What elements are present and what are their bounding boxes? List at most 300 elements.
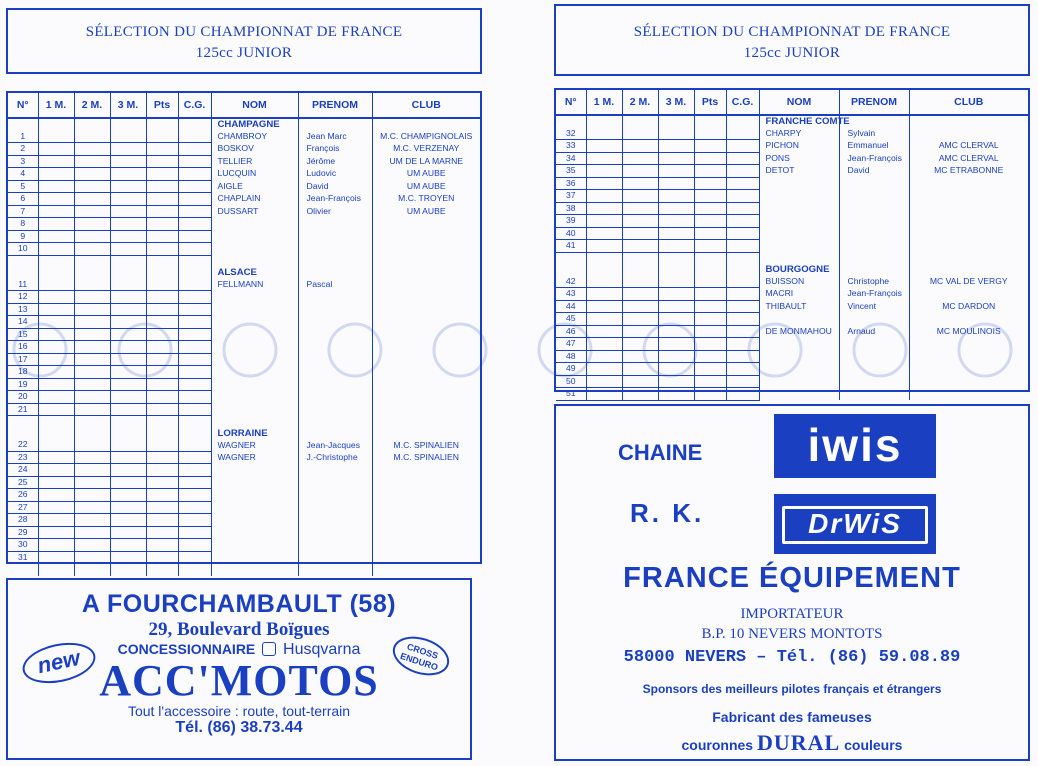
left-cell-empty xyxy=(211,489,298,502)
left-cell-empty xyxy=(38,316,74,329)
right-cell-n: 32 xyxy=(556,128,586,140)
right-cell-empty xyxy=(694,325,726,338)
right-cell-prenom: Arnaud xyxy=(839,325,909,338)
left-cell-empty xyxy=(74,303,110,316)
right-cell-empty xyxy=(658,264,694,276)
left-cell-empty xyxy=(178,489,211,502)
right-cell-empty xyxy=(586,300,622,313)
left-cell-n: 28 xyxy=(8,514,38,527)
right-cell-empty xyxy=(586,202,622,215)
left-cell-empty xyxy=(74,514,110,527)
right-cell-club: AMC CLERVAL xyxy=(909,152,1028,165)
left-cell-empty xyxy=(38,489,74,502)
left-cell-n: 24 xyxy=(8,464,38,477)
left-cell-empty xyxy=(146,143,178,156)
right-cell-empty xyxy=(726,313,759,326)
table-row xyxy=(8,353,480,366)
table-row xyxy=(8,476,480,489)
left-cell-empty xyxy=(38,526,74,539)
left-cell-region: LORRAINE xyxy=(211,428,298,440)
left-cell-empty xyxy=(74,551,110,564)
left-cell-empty xyxy=(74,428,110,440)
right-cell-empty xyxy=(622,288,658,301)
left-cell-empty xyxy=(38,143,74,156)
left-cell-empty xyxy=(298,378,372,391)
right-cell-empty xyxy=(586,252,622,264)
left-col-header-3: 3 M. xyxy=(110,93,146,118)
left-cell-nom: CHAPLAIN xyxy=(211,193,298,206)
left-cell-club: UM AUBE xyxy=(372,168,480,181)
right-cell-empty xyxy=(622,190,658,203)
left-cell-empty xyxy=(110,193,146,206)
left-cell-empty xyxy=(178,439,211,451)
right-col-header-2: 2 M. xyxy=(622,90,658,115)
chaine-label: CHAINE xyxy=(618,440,703,465)
fabricant-line: Fabricant des fameuses xyxy=(712,709,872,725)
table-row xyxy=(556,313,1028,326)
right-page xyxy=(519,0,1038,766)
right-col-header-5: C.G. xyxy=(726,90,759,115)
left-cell-empty xyxy=(74,416,110,428)
right-cell-empty xyxy=(726,240,759,253)
left-cell-empty xyxy=(298,353,372,366)
table-row xyxy=(8,378,480,391)
right-cell-empty xyxy=(694,177,726,190)
right-cell-empty xyxy=(658,338,694,351)
left-cell-empty xyxy=(74,193,110,206)
left-cell-empty xyxy=(298,501,372,514)
left-cell-empty xyxy=(146,168,178,181)
left-cell-empty xyxy=(38,218,74,231)
region-row xyxy=(8,118,480,131)
right-cell-empty xyxy=(759,338,839,351)
right-cell-empty xyxy=(694,215,726,228)
ad-tagline: Tout l'accessoire : route, tout-terrain xyxy=(127,703,351,719)
right-cell-empty xyxy=(726,165,759,178)
left-col-header-7: PRENOM xyxy=(298,93,372,118)
right-cell-empty xyxy=(909,227,1028,240)
table-row xyxy=(8,328,480,341)
left-col-header-1: 1 M. xyxy=(38,93,74,118)
right-cell-n: 40 xyxy=(556,227,586,240)
right-cell-empty xyxy=(622,375,658,388)
left-cell-prenom: David xyxy=(298,180,372,193)
left-cell-n: 26 xyxy=(8,489,38,502)
ad-brand: ACC'MOTOS xyxy=(99,656,379,705)
table-row xyxy=(556,240,1028,253)
right-cell-empty xyxy=(694,363,726,376)
table-row xyxy=(8,341,480,354)
left-cell-empty xyxy=(211,551,298,564)
left-cell-empty xyxy=(298,476,372,489)
left-cell-empty xyxy=(178,205,211,218)
right-cell-empty xyxy=(909,215,1028,228)
left-cell-empty xyxy=(38,378,74,391)
right-cell-empty xyxy=(759,202,839,215)
left-cell-club xyxy=(372,279,480,291)
right-cell-empty xyxy=(586,190,622,203)
left-cell-empty xyxy=(110,501,146,514)
right-cell-club: MC MOULINOIS xyxy=(909,325,1028,338)
left-cell-prenom: François xyxy=(298,143,372,156)
table-row xyxy=(556,288,1028,301)
left-cell-empty xyxy=(298,218,372,231)
left-cell-empty xyxy=(211,303,298,316)
left-cell-empty xyxy=(372,291,480,304)
left-cell-empty xyxy=(372,476,480,489)
left-cell-empty xyxy=(38,551,74,564)
right-cell-club: MC DARDON xyxy=(909,300,1028,313)
right-cell-empty xyxy=(759,240,839,253)
right-cell-empty xyxy=(622,140,658,153)
left-cell-empty xyxy=(178,403,211,416)
right-cell-empty xyxy=(694,252,726,264)
left-cell-nom: TELLIER xyxy=(211,155,298,168)
right-cell-region: FRANCHE COMTE xyxy=(759,115,839,128)
left-cell-empty xyxy=(372,218,480,231)
left-cell-empty xyxy=(146,230,178,243)
table-row xyxy=(556,325,1028,338)
left-cell-empty xyxy=(110,391,146,404)
left-cell-empty xyxy=(178,218,211,231)
left-cell-n: 5 xyxy=(8,180,38,193)
right-cell-prenom: Jean-François xyxy=(839,152,909,165)
right-cell-n: 43 xyxy=(556,288,586,301)
right-cell-empty xyxy=(726,140,759,153)
left-cell-empty xyxy=(178,514,211,527)
right-cell-empty xyxy=(622,313,658,326)
right-cell-empty xyxy=(694,338,726,351)
left-cell-empty xyxy=(146,514,178,527)
right-cell-empty xyxy=(759,363,839,376)
right-cell-empty xyxy=(759,313,839,326)
right-cell-empty xyxy=(839,190,909,203)
left-cell-empty xyxy=(74,118,110,131)
left-cell-empty xyxy=(178,155,211,168)
left-cell-club: M.C. VERZENAY xyxy=(372,143,480,156)
left-cell-empty xyxy=(372,403,480,416)
left-cell-empty xyxy=(38,403,74,416)
left-cell-nom: LUCQUIN xyxy=(211,168,298,181)
left-cell-n: 19 xyxy=(8,378,38,391)
right-cell-empty xyxy=(658,152,694,165)
bp-address: B.P. 10 NEVERS MONTOTS xyxy=(701,626,883,642)
table-row xyxy=(556,363,1028,376)
right-cell-empty xyxy=(694,152,726,165)
left-cell-n: 21 xyxy=(8,403,38,416)
left-cell-empty xyxy=(211,341,298,354)
left-cell-empty xyxy=(372,526,480,539)
right-cell-n: 35 xyxy=(556,165,586,178)
dural-brand: DURAL xyxy=(756,730,841,755)
table-row xyxy=(556,177,1028,190)
table-row xyxy=(8,303,480,316)
right-cell-empty xyxy=(622,227,658,240)
left-cell-n xyxy=(8,564,38,576)
region-row xyxy=(8,428,480,440)
right-cell-empty xyxy=(658,202,694,215)
left-cell-empty xyxy=(372,303,480,316)
table-row xyxy=(556,276,1028,288)
left-cell-empty xyxy=(146,353,178,366)
left-cell-empty xyxy=(211,391,298,404)
left-cell-n: 29 xyxy=(8,526,38,539)
right-cell-empty xyxy=(694,300,726,313)
left-cell-empty xyxy=(178,366,211,379)
table-row xyxy=(8,193,480,206)
left-cell-empty xyxy=(298,366,372,379)
right-cell-empty xyxy=(586,313,622,326)
right-col-header-7: PRENOM xyxy=(839,90,909,115)
dural-suffix: couleurs xyxy=(844,737,903,753)
right-cell-n: 51 xyxy=(556,388,586,401)
drwis-logo-text: DrWiS xyxy=(782,506,928,544)
left-cell-empty xyxy=(110,341,146,354)
left-cell-empty xyxy=(74,218,110,231)
left-cell-empty xyxy=(178,539,211,552)
left-cell-empty xyxy=(211,291,298,304)
right-cell-empty xyxy=(658,288,694,301)
right-cell-empty xyxy=(839,215,909,228)
left-cell-empty xyxy=(372,118,480,131)
left-cell-empty xyxy=(74,378,110,391)
right-cell-empty xyxy=(759,190,839,203)
right-col-header-8: CLUB xyxy=(909,90,1028,115)
left-cell-empty xyxy=(74,131,110,143)
right-cell-empty xyxy=(658,215,694,228)
right-cell-empty xyxy=(726,363,759,376)
left-cell-empty xyxy=(372,428,480,440)
left-col-header-5: C.G. xyxy=(178,93,211,118)
left-cell-empty xyxy=(110,539,146,552)
left-cell-empty xyxy=(146,451,178,464)
left-results-table-box xyxy=(6,91,482,564)
left-cell-empty xyxy=(110,131,146,143)
right-cell-empty xyxy=(622,240,658,253)
left-cell-empty xyxy=(74,205,110,218)
left-cell-empty xyxy=(178,118,211,131)
left-cell-empty xyxy=(372,366,480,379)
right-cell-empty xyxy=(909,115,1028,128)
left-header-subtitle: 125cc JUNIOR xyxy=(195,45,293,61)
right-cell-empty xyxy=(726,215,759,228)
left-cell-empty xyxy=(38,366,74,379)
right-cell-n: 39 xyxy=(556,215,586,228)
left-cell-nom: BOSKOV xyxy=(211,143,298,156)
left-cell-empty xyxy=(298,291,372,304)
left-cell-n: 22 xyxy=(8,439,38,451)
left-cell-empty xyxy=(38,353,74,366)
left-cell-empty xyxy=(372,551,480,564)
left-cell-empty xyxy=(298,267,372,279)
ad-dealer-label: CONCESSIONNAIRE xyxy=(117,641,256,657)
left-cell-empty xyxy=(211,514,298,527)
left-cell-empty xyxy=(298,551,372,564)
right-cell-empty xyxy=(622,152,658,165)
left-cell-prenom: Jean Marc xyxy=(298,131,372,143)
left-cell-club: UM AUBE xyxy=(372,205,480,218)
left-cell-empty xyxy=(38,155,74,168)
right-cell-empty xyxy=(586,227,622,240)
table-row xyxy=(556,202,1028,215)
right-cell-prenom: Sylvain xyxy=(839,128,909,140)
left-cell-empty xyxy=(38,539,74,552)
table-row xyxy=(8,514,480,527)
table-row xyxy=(8,551,480,564)
left-cell-empty xyxy=(146,489,178,502)
left-cell-empty xyxy=(74,180,110,193)
left-cell-nom: CHAMBROY xyxy=(211,131,298,143)
importer-label: IMPORTATEUR xyxy=(740,606,844,622)
right-cell-n: 44 xyxy=(556,300,586,313)
table-row xyxy=(8,451,480,464)
left-cell-empty xyxy=(74,476,110,489)
right-cell-empty xyxy=(658,313,694,326)
right-cell-empty xyxy=(694,264,726,276)
left-cell-empty xyxy=(298,526,372,539)
left-cell-empty xyxy=(74,316,110,329)
right-cell-empty xyxy=(726,388,759,401)
right-cell-empty xyxy=(839,375,909,388)
left-cell-empty xyxy=(146,476,178,489)
table-row xyxy=(8,539,480,552)
left-cell-n: 25 xyxy=(8,476,38,489)
right-cell-empty xyxy=(658,325,694,338)
left-cell-prenom: Pascal xyxy=(298,279,372,291)
left-cell-empty xyxy=(178,328,211,341)
right-cell-empty xyxy=(909,313,1028,326)
left-cell-empty xyxy=(110,118,146,131)
left-cell-empty xyxy=(178,551,211,564)
left-cell-n: 11 xyxy=(8,279,38,291)
right-cell-empty xyxy=(622,264,658,276)
drwis-logo xyxy=(774,494,936,554)
left-cell-empty xyxy=(178,391,211,404)
right-cell-empty xyxy=(622,177,658,190)
left-cell-n xyxy=(8,118,38,131)
left-cell-empty xyxy=(74,230,110,243)
left-cell-empty xyxy=(38,416,74,428)
left-cell-nom: WAGNER xyxy=(211,451,298,464)
table-row xyxy=(556,152,1028,165)
left-cell-empty xyxy=(110,255,146,267)
table-row xyxy=(8,526,480,539)
left-cell-n xyxy=(8,267,38,279)
left-cell-empty xyxy=(110,551,146,564)
table-row xyxy=(8,403,480,416)
right-cell-n: 33 xyxy=(556,140,586,153)
left-col-header-8: CLUB xyxy=(372,93,480,118)
table-row xyxy=(8,168,480,181)
table-row xyxy=(8,131,480,143)
right-cell-nom: DETOT xyxy=(759,165,839,178)
table-row xyxy=(8,564,480,576)
right-col-header-0: N° xyxy=(556,90,586,115)
right-cell-empty xyxy=(658,140,694,153)
left-cell-empty xyxy=(211,476,298,489)
right-cell-empty xyxy=(586,152,622,165)
right-cell-empty xyxy=(694,202,726,215)
left-cell-n: 9 xyxy=(8,230,38,243)
left-cell-empty xyxy=(372,489,480,502)
right-cell-empty xyxy=(586,388,622,401)
left-cell-empty xyxy=(211,501,298,514)
left-cell-nom: FELLMANN xyxy=(211,279,298,291)
left-cell-empty xyxy=(298,303,372,316)
left-cell-empty xyxy=(38,205,74,218)
left-cell-empty xyxy=(38,255,74,267)
right-cell-empty xyxy=(694,128,726,140)
right-cell-empty xyxy=(586,165,622,178)
right-cell-empty xyxy=(909,177,1028,190)
right-cell-empty xyxy=(839,177,909,190)
right-cell-empty xyxy=(622,363,658,376)
left-cell-empty xyxy=(146,255,178,267)
right-cell-empty xyxy=(622,276,658,288)
left-cell-n: 7 xyxy=(8,205,38,218)
left-cell-n: 27 xyxy=(8,501,38,514)
right-cell-empty xyxy=(622,215,658,228)
right-cell-empty xyxy=(694,288,726,301)
right-cell-empty xyxy=(909,350,1028,363)
right-cell-empty xyxy=(726,338,759,351)
left-cell-empty xyxy=(372,416,480,428)
left-cell-empty xyxy=(298,428,372,440)
france-equipement-ad xyxy=(554,404,1030,761)
right-cell-empty xyxy=(622,325,658,338)
table-row xyxy=(8,316,480,329)
left-cell-empty xyxy=(110,291,146,304)
left-cell-nom: WAGNER xyxy=(211,439,298,451)
right-results-table xyxy=(556,90,1028,401)
left-cell-club: M.C. TROYEN xyxy=(372,193,480,206)
left-cell-empty xyxy=(38,131,74,143)
left-cell-empty xyxy=(372,353,480,366)
right-cell-n: 47 xyxy=(556,338,586,351)
left-header-title: SÉLECTION DU CHAMPIONNAT DE FRANCE xyxy=(85,24,403,40)
left-cell-empty xyxy=(178,180,211,193)
right-cell-empty xyxy=(909,202,1028,215)
left-cell-empty xyxy=(178,131,211,143)
right-cell-empty xyxy=(909,388,1028,401)
left-cell-empty xyxy=(110,328,146,341)
sponsors-line: Sponsors des meilleurs pilotes français et étrangers xyxy=(642,682,942,696)
right-cell-nom: THIBAULT xyxy=(759,300,839,313)
right-cell-empty xyxy=(909,338,1028,351)
left-cell-empty xyxy=(74,353,110,366)
right-cell-empty xyxy=(694,388,726,401)
right-col-header-3: 3 M. xyxy=(658,90,694,115)
right-cell-empty xyxy=(622,165,658,178)
left-cell-empty xyxy=(178,193,211,206)
left-cell-empty xyxy=(146,118,178,131)
right-cell-empty xyxy=(839,252,909,264)
left-cell-empty xyxy=(110,143,146,156)
left-cell-empty xyxy=(38,476,74,489)
table-row xyxy=(556,300,1028,313)
left-cell-n: 4 xyxy=(8,168,38,181)
left-cell-empty xyxy=(372,341,480,354)
left-cell-empty xyxy=(74,243,110,256)
right-cell-empty xyxy=(726,227,759,240)
left-cell-empty xyxy=(372,378,480,391)
accmotos-ad xyxy=(6,578,472,760)
left-cell-empty xyxy=(372,255,480,267)
right-cell-empty xyxy=(586,115,622,128)
right-cell-empty xyxy=(909,363,1028,376)
left-cell-empty xyxy=(38,243,74,256)
left-cell-prenom: Ludovic xyxy=(298,168,372,181)
